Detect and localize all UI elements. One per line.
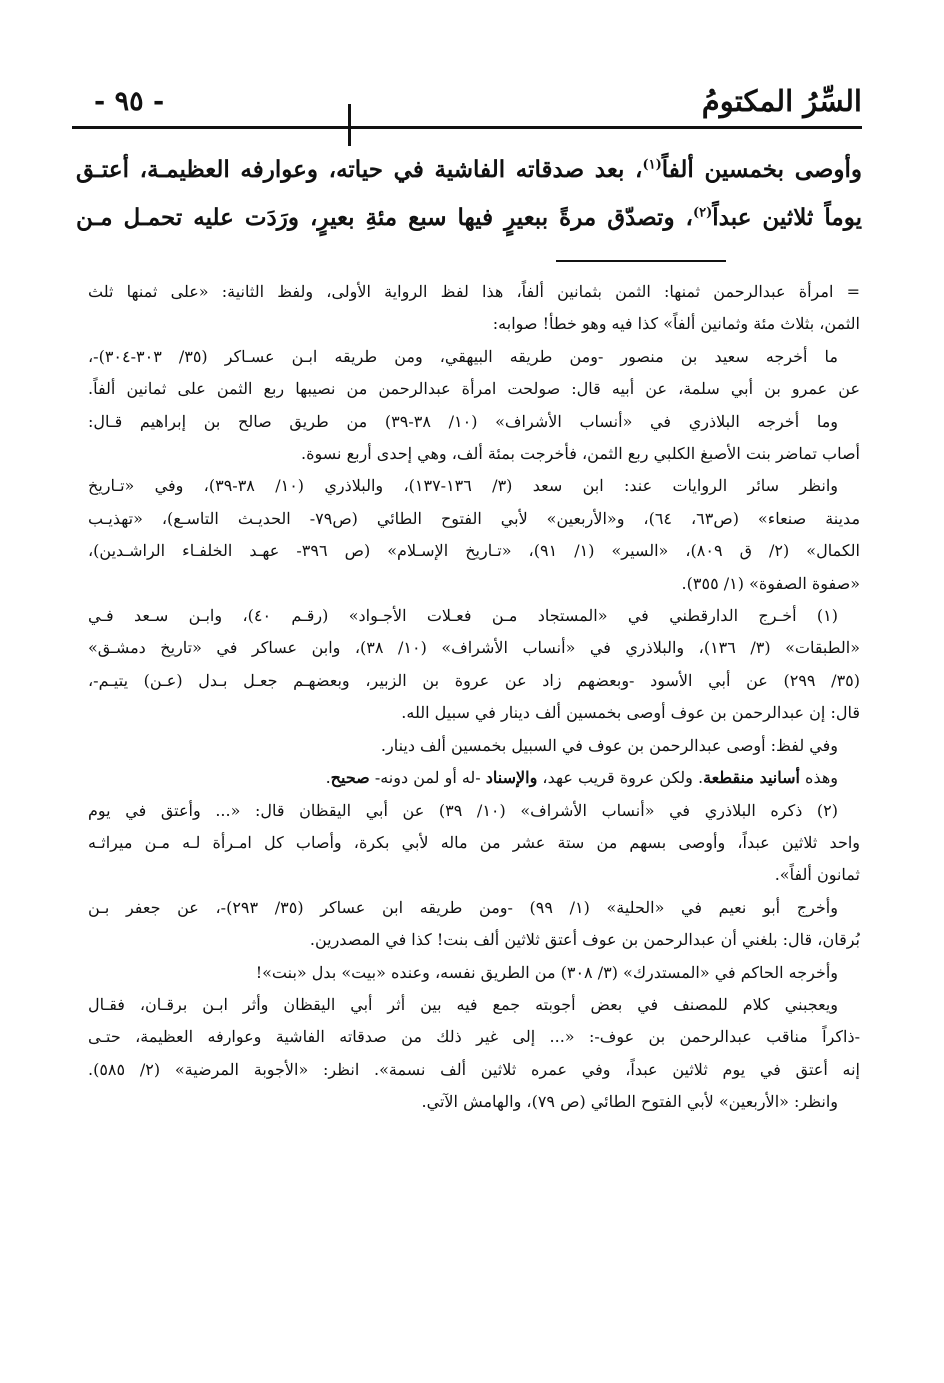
footnote-paragraph bbox=[88, 892, 860, 957]
footnote-line bbox=[88, 762, 860, 794]
footnote-line: وأخرج أبو نعيم في «الحلية» (١/ ٩٩) -ومن طريقه ابن عساكر (٣٥/ ٢٩٣)-، عن جعفر بـن bbox=[88, 897, 838, 917]
book-title: السِّرُ المكتومُ bbox=[701, 84, 862, 118]
footnote-line: «صفوة الصفوة» (١/ ٣٥٥). bbox=[681, 573, 860, 593]
main-line-2-b: ، وتصدّق مرةً ببعيرٍ فيها سبع مئةِ بعيرٍ، ورَدَت عليه تحمـل مـن bbox=[76, 204, 693, 231]
main-line-1-b: ، بعد صدقاته الفاشية في حياته، وعوارفه العظيمـة، أعتـق bbox=[76, 156, 643, 183]
footnote-line: (٣٥/ ٢٩٩) عن أبي الأسود -وبعضهم زاد عن عروة بن الزبير، وبعضهـم جعـل بـدل (عـن) يتيـم-، bbox=[88, 670, 860, 690]
main-line-1-a: وأوصى بخمسين ألفاً bbox=[661, 156, 862, 183]
footnote-1 bbox=[88, 600, 860, 730]
main-text bbox=[76, 146, 862, 242]
header-tick-mark bbox=[348, 104, 351, 146]
footnote-line: وانظر: «الأربعين» لأبي الفتوح الطائي (ص ٧٩)، والهامش الآتي. bbox=[421, 1092, 838, 1112]
footnote-line: عن عمرو بن أبي سلمة، عن أبيه قال: صولحت امرأة عبدالرحمن من نصيبها ربع الثمن على ثمانين ألفاً. bbox=[88, 379, 860, 399]
footnote-line: واحد ثلاثين عبداً، وأوصى بسهم من ستة عشر من ماله لأبي بكرة، وأصاب كل امـرأة لـه مـن ميراثـه bbox=[88, 832, 860, 852]
footnote-line: وما أخرجه البلاذري في «أنساب الأشراف» (١٠/ ٣٨-٣٩) من طريق صالح بن إبراهيم قـال: bbox=[88, 411, 838, 431]
footnote-bold-text: والإسناد bbox=[485, 768, 538, 788]
footnote-line: بُرقان، قال: بلغني أن عبدالرحمن بن عوف أعتق ثلاثين ألف بنت! كذا في المصدرين. bbox=[309, 930, 860, 950]
footnote-bold-text: صحيح bbox=[330, 768, 370, 788]
footnote-line: مدينة صنعاء» (ص٦٣، ٦٤)، و«الأربعين» لأبي الفتوح الطائي (ص٧٩- الحديـث التاسـع)، «تهذيـب bbox=[88, 508, 860, 528]
footnote-ref-1: (١) bbox=[642, 157, 662, 173]
footnote-paragraph bbox=[88, 730, 860, 762]
footnote-line: = امرأة عبدالرحمن ثمنها: الثمن بثمانين ألفاً، هذا لفظ الرواية الأولى، ولفظ الثانية: «على ثمنها ثلث bbox=[88, 282, 860, 301]
footnote-paragraph bbox=[88, 762, 860, 794]
footnote-continuation bbox=[88, 276, 860, 341]
footnote-line: (٢) ذكره البلاذري في «أنساب الأشراف» (١٠/ ٣٩) عن أبي اليقظان قال: «... وأعتق في يوم bbox=[88, 800, 839, 820]
footnote-bold-text: أسانيد منقطعة bbox=[703, 768, 800, 788]
main-line-1 bbox=[76, 146, 862, 194]
footnote-separator bbox=[556, 260, 726, 262]
footnote-text: . ولكن عروة قريب عهد، bbox=[537, 768, 704, 788]
footnote-line: وفي لفظ: أوصى عبدالرحمن بن عوف في السبيل بخمسين ألف دينار. bbox=[380, 735, 838, 755]
footnote-paragraph bbox=[88, 989, 860, 1086]
footnote-text: -له أو لمن دونه- bbox=[369, 768, 486, 788]
footnote-ref-2: (٢) bbox=[693, 205, 713, 221]
footnote-paragraph bbox=[88, 341, 860, 406]
footnote-line: أصاب تماضر بنت الأصبغ الكلبي ربع الثمن، فأخرجت بمئة ألف، وهي إحدى أربع نسوة. bbox=[301, 444, 860, 464]
footnote-line: ويعجبني كلام للمصنف في بعض أجوبته جمع فيه بين أثر أبي اليقظان وأثر ابـن برقـان، فقـال bbox=[88, 994, 838, 1014]
footnotes bbox=[88, 276, 860, 1119]
footnote-line: وانظر سائر الروايات عند: ابن سعد (٣/ ١٣٦-١٣٧)، والبلاذري (١٠/ ٣٨-٣٩)، وفي «تـاريخ bbox=[88, 476, 838, 496]
footnote-paragraph bbox=[88, 1086, 860, 1118]
footnote-paragraph bbox=[88, 406, 860, 471]
page-header bbox=[72, 78, 862, 126]
footnote-line: (١) أخـرج الدارقطني في «المستجاد مـن فعـلات الأجـواد» (رقـم ٤٠)، وابـن سـعد فـي bbox=[88, 606, 839, 626]
footnote-line: وأخرجه الحاكم في «المستدرك» (٣/ ٣٠٨) من الطريق نفسه، وعنده «بيت» بدل «بنت»! bbox=[255, 962, 838, 982]
footnote-paragraph bbox=[88, 957, 860, 989]
main-line-2 bbox=[76, 194, 862, 242]
footnote-text: . bbox=[325, 768, 331, 788]
footnote-line: ثمانون ألفاً». bbox=[774, 865, 860, 885]
page-number: - ٩٥ - bbox=[94, 86, 165, 117]
footnote-line: إنه أعتق في يوم ثلاثين عبداً، وفي عمره ثلاثين ألف نسمة». انظر: «الأجوبة المرضية» (٢/ ٥٨٥). bbox=[88, 1059, 860, 1079]
footnote-text: وهذه bbox=[799, 768, 838, 788]
footnote-line: -ذاكراً مناقب عبدالرحمن بن عوف-: «... إلى غير ذلك من صدقاته الفاشية وعوارفه العظيمة، حتـى bbox=[88, 1027, 860, 1047]
header-rule bbox=[72, 126, 862, 129]
footnote-line: الثمن، بثلاث مئة وثمانين ألفاً» كذا فيه وهو خطأ! صوابه: bbox=[492, 314, 860, 334]
footnote-paragraph bbox=[88, 470, 860, 600]
footnote-line: «الطبقات» (٣/ ١٣٦)، والبلاذري في «أنساب الأشراف» (١٠/ ٣٨)، وابن عساكر في «تاريخ دمشـق» bbox=[88, 638, 860, 658]
footnote-line: ما أخرجه سعيد بن منصور -ومن طريقه البيهقي، ومن طريقه ابـن عسـاكر (٣٥/ ٣٠٣-٣٠٤)-، bbox=[88, 346, 838, 366]
footnote-line: الكمال» (٢/ ق ٨٠٩)، «السير» (١/ ٩١)، «تـاريخ الإسـلام» (ص ٣٩٦- عهـد الخلفـاء الراشـدين)، bbox=[88, 541, 860, 561]
main-line-2-a: يوماً ثلاثين عبداً bbox=[712, 204, 862, 231]
footnote-2 bbox=[88, 795, 860, 892]
footnote-line: قال: إن عبدالرحمن بن عوف أوصى بخمسين ألف دينار في سبيل الله. bbox=[401, 703, 860, 723]
